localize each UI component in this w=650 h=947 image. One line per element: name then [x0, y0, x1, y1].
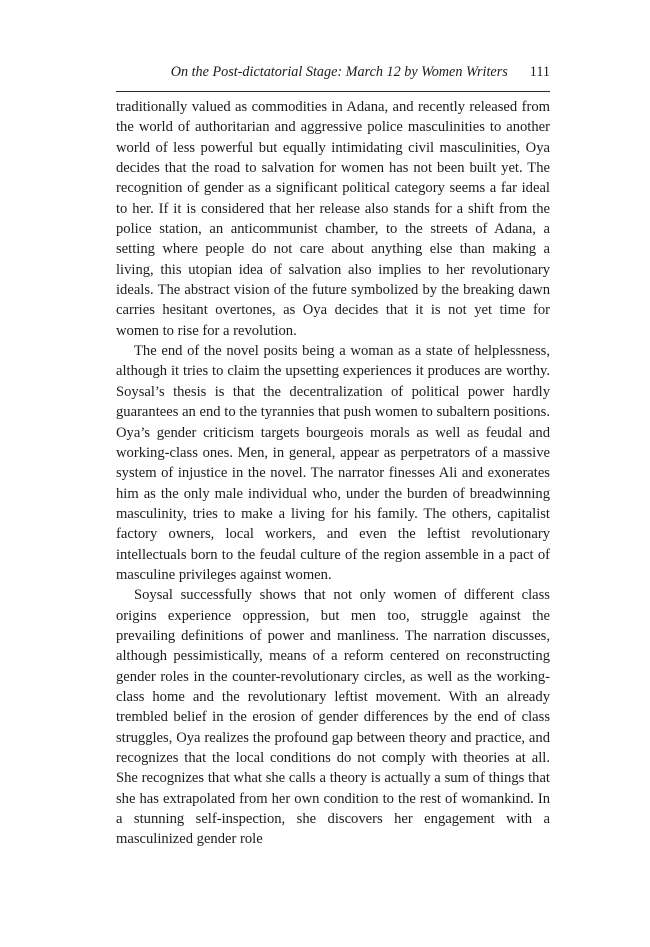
- running-header: [116, 62, 550, 82]
- paragraph: The end of the novel posits being a woman as a state of helplessness, although it tries to claim the upsetting experiences it produces are worthy. Soysal’s thesis is that the decentralization of political power hardly guarantees an end to the tyrannies that push women to subaltern positions. Oya’s gender criticism targets bourgeois morals as well as feudal and working-class ones. Men, in general, appear as perpetrators of a massive system of injustice in the novel. The narrator finesses Ali and exonerates him as the only male individual who, under the burden of breadwinning masculinity, tries to make a living for his family. The others, capitalist factory owners, local workers, and even the leftist revolutionary intellectuals born to the feudal culture of the region assemble in a pact of masculine privileges against women.: [116, 343, 550, 583]
- page-number: 111: [529, 64, 550, 80]
- paragraph-continued: traditionally valued as commodities in Adana, and recently released from the world of authoritarian and aggressive police masculinities to another world of less powerful but equally intimidating civil masculinities, Oya decides that the road to salvation for women has not been built yet. The recognition of gender as a significant political category seems a far ideal to her. If it is considered that her release also stands for a shift from the police station, an anticommunist chamber, to the streets of Adana, a setting where people do not care about anything else than making a living, this utopian idea of salvation also implies to her revolutionary ideals. The abstract vision of the future symbolized by the breaking dawn carries hesitant overtones, as Oya decides that it is not yet time for women to rise for a revolution.: [116, 99, 550, 339]
- header-rule: [116, 91, 550, 92]
- body-text: [116, 97, 550, 850]
- book-page: [116, 62, 550, 850]
- running-title: On the Post-dictatorial Stage: March 12 by Women Writers: [170, 64, 508, 80]
- paragraph: Soysal successfully shows that not only women of different class origins experience oppression, but men too, struggle against the prevailing definitions of power and manliness. The narration discusses, although pessimistically, means of a reform centered on reconstructing gender roles in the counter-revolutionary circles, as well as the working-class home and the revolutionary leftist movement. With an already trembled belief in the erosion of gender differences by the end of class struggles, Oya realizes the profound gap between theory and practice, and recognizes that the local conditions do not comply with theories at all. She recognizes that what she calls a theory is actually a sum of things that she has extrapolated from her own condition to the rest of womankind. In a stunning self-inspection, she discovers her engagement with a masculinized gender role: [116, 587, 550, 848]
